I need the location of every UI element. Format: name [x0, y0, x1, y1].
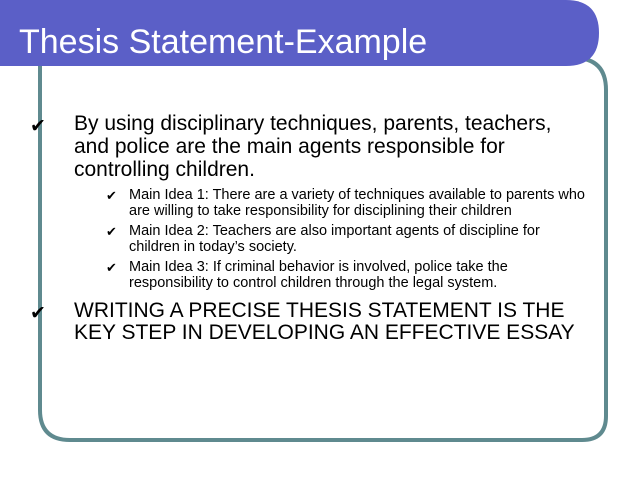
checkmark-bullet-icon: ✔ [30, 116, 46, 137]
bullet-text: WRITING A PRECISE THESIS STATEMENT IS THE KEY STEP IN DEVELOPING AN EFFECTIVE ESSAY [74, 298, 575, 345]
slide-content [30, 112, 590, 345]
bullet-text: By using disciplinary techniques, parents, teachers, and police are the main agents responsible for controlling children. [74, 112, 552, 181]
bullet-key-step [30, 300, 590, 345]
bullet-main-idea-2 [106, 224, 590, 255]
bullet-main-idea-1 [106, 188, 590, 219]
checkmark-bullet-icon: ✔ [106, 224, 117, 240]
bullet-text: Main Idea 2: Teachers are also important agents of discipline for children in today’s society. [129, 223, 540, 255]
checkmark-bullet-icon: ✔ [106, 188, 117, 203]
bullet-main-idea-3 [106, 260, 590, 291]
bullet-text: Main Idea 1: There are a variety of techniques available to parents who are willing to take responsibility for disciplining their children [129, 187, 585, 219]
checkmark-bullet-icon: ✔ [30, 302, 46, 324]
checkmark-bullet-icon: ✔ [106, 260, 117, 276]
slide-title: Thesis Statement-Example [19, 23, 428, 61]
bullet-main-statement [30, 112, 590, 181]
bullet-text: Main Idea 3: If criminal behavior is involved, police take the responsibility to control children through the legal system. [129, 259, 508, 291]
